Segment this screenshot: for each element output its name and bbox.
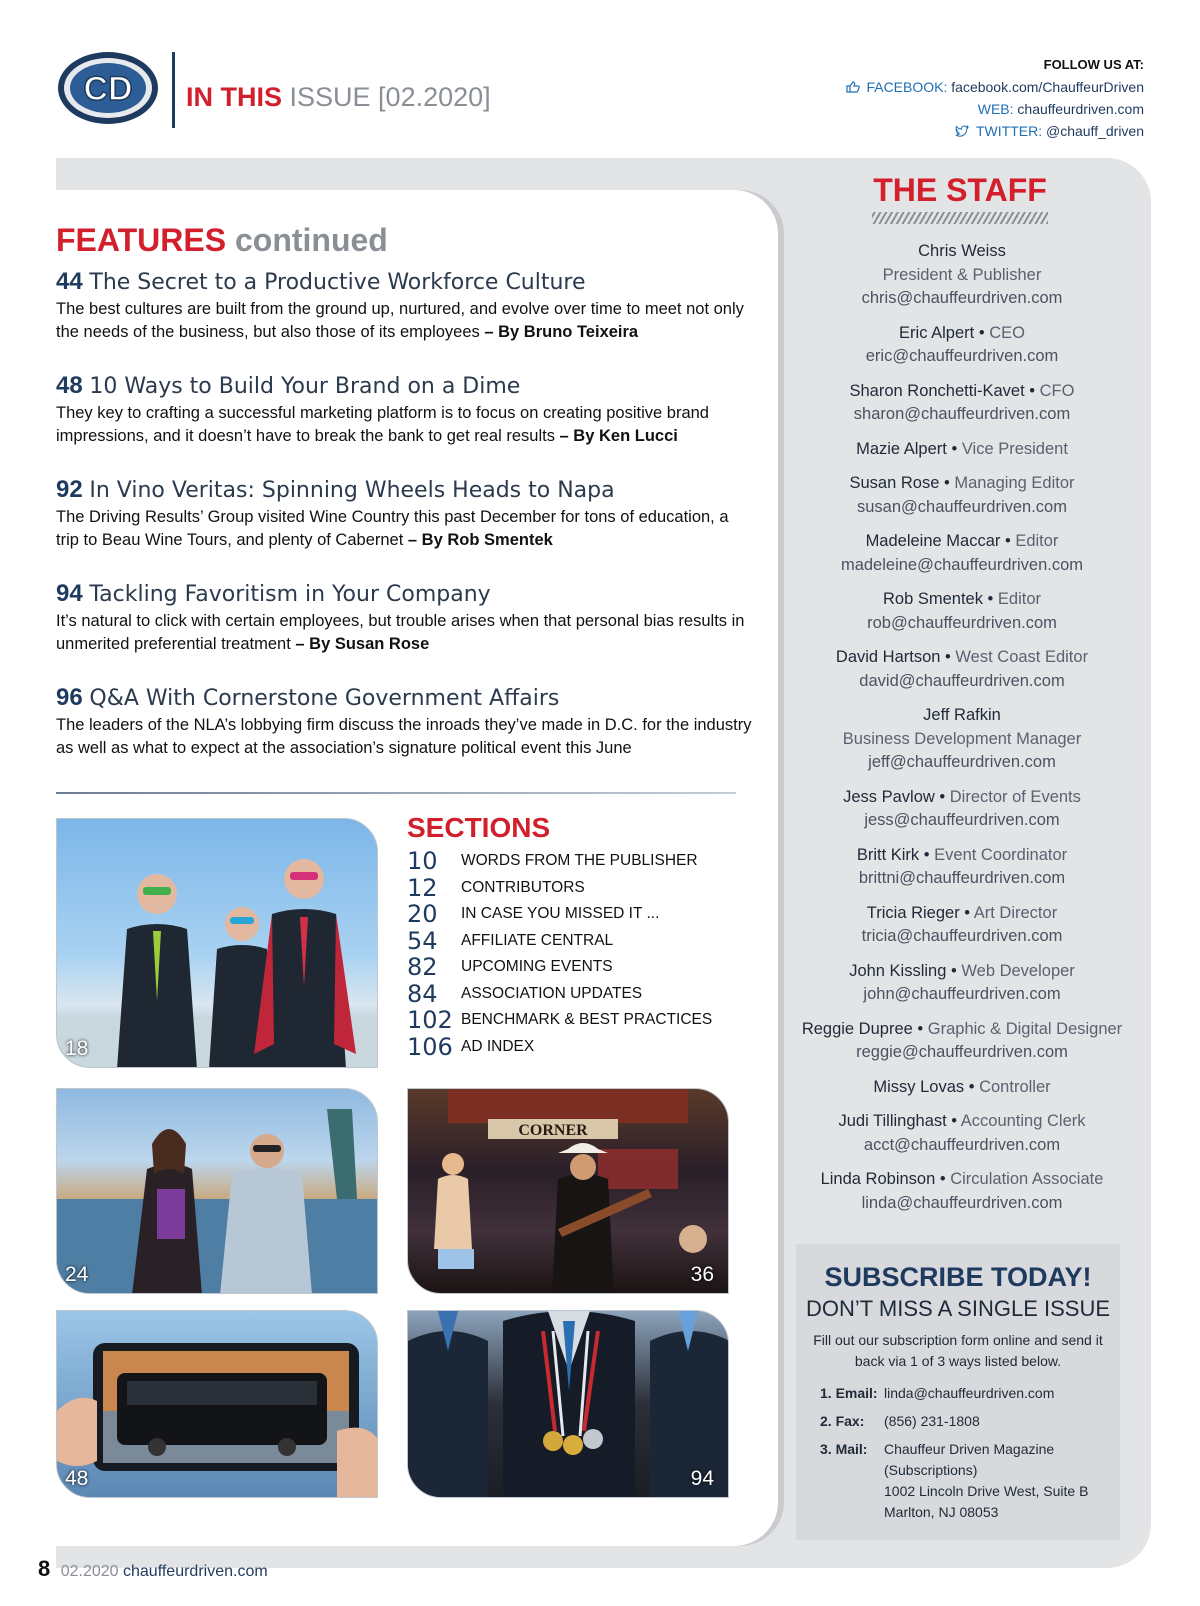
photo-page-number: 18 (65, 1037, 89, 1060)
subscribe-instructions: Fill out our subscription form online and send it back via 1 of 3 ways listed below. (813, 1332, 1103, 1369)
staff-member (792, 786, 1132, 833)
thumbs-up-icon (846, 81, 860, 93)
feature-byline: – By Bruno Teixeira (484, 323, 639, 341)
sections-list (407, 848, 712, 1060)
photo-medals-suits[interactable] (407, 1310, 729, 1498)
svg-text:CORNER: CORNER (518, 1122, 588, 1139)
bullet-separator: • (959, 903, 974, 922)
staff-name: Linda Robinson (820, 1170, 936, 1188)
staff-member (792, 1110, 1132, 1157)
napa-illustration (57, 1089, 378, 1294)
bullet-separator: • (939, 474, 955, 492)
superheroes-illustration (57, 819, 378, 1068)
feature-description: The best cultures are built from the ground up, nurtured, and evolve over time to meet not only the needs of the business, but also those of its employees (56, 300, 744, 341)
bullet-separator: • (946, 1112, 961, 1130)
staff-role: Event Coordinator (934, 845, 1068, 864)
section-item[interactable] (407, 1007, 712, 1034)
staff-name: Reggie Dupree (801, 1019, 913, 1038)
method-label: 3. Mail: (820, 1441, 868, 1457)
method-label: 1. Email: (820, 1385, 878, 1401)
staff-role: CFO (1039, 381, 1075, 400)
staff-role: CEO (989, 323, 1025, 342)
staff-member (792, 844, 1132, 891)
section-page-number: 20 (407, 900, 438, 929)
staff-member (792, 530, 1132, 577)
twitter-link[interactable]: @chauff_driven (1045, 123, 1144, 139)
staff-email[interactable]: david@chauffeurdriven.com (859, 671, 1065, 690)
subscribe-subheading: DON’T MISS A SINGLE ISSUE (805, 1296, 1110, 1321)
staff-email[interactable]: tricia@chauffeurdriven.com (861, 927, 1063, 945)
staff-name: David Hartson (835, 648, 941, 666)
staff-role: Editor (997, 590, 1042, 608)
subscribe-heading: SUBSCRIBE TODAY! (824, 1262, 1092, 1292)
staff-member (792, 1018, 1132, 1065)
feature-description: It’s natural to click with certain employees, but trouble arises when that personal bias results in unmerited preferential treatment (56, 612, 745, 653)
staff-name: Tricia Rieger (866, 903, 960, 922)
staff-email[interactable]: eric@chauffeurdriven.com (865, 347, 1059, 365)
cd-logo (56, 50, 160, 126)
bullet-separator: • (946, 961, 962, 980)
feature-page-number: 92 (56, 476, 83, 503)
web-line[interactable] (846, 98, 1144, 120)
staff-role: West Coast Editor (955, 648, 1089, 666)
staff-name: Eric Alpert (899, 323, 975, 342)
photo-page-number: 48 (65, 1467, 89, 1490)
section-page-number: 106 (407, 1032, 453, 1061)
staff-name: Rob Smentek (882, 590, 983, 608)
staff-name: Sharon Ronchetti-Kavet (849, 381, 1025, 400)
staff-name: Chris Weiss (918, 242, 1006, 260)
bus-phone-illustration (57, 1311, 378, 1498)
photo-page-number: 94 (690, 1467, 714, 1490)
page-number: 8 (38, 1556, 51, 1581)
feature-item[interactable] (56, 580, 756, 656)
footer-date: 02.2020 (60, 1563, 119, 1580)
features-heading-continued: continued (234, 222, 388, 258)
bullet-separator: • (1000, 532, 1016, 550)
section-label: AFFILIATE CENTRAL (461, 931, 614, 949)
section-item[interactable] (407, 848, 712, 875)
facebook-link[interactable]: facebook.com/ChauffeurDriven (951, 79, 1144, 95)
staff-member (792, 438, 1132, 462)
feature-byline: – By Susan Rose (295, 635, 430, 653)
section-divider (56, 792, 736, 794)
photo-phone-with-bus[interactable] (56, 1310, 378, 1498)
feature-title: In Vino Veritas: Spinning Wheels Heads to Napa (89, 478, 615, 503)
section-item[interactable] (407, 875, 712, 902)
page-footer (38, 1556, 268, 1582)
staff-role: Director of Events (949, 787, 1081, 806)
sections-heading: SECTIONS (407, 812, 551, 843)
staff-role: Art Director (973, 903, 1058, 922)
staff-role: Circulation Associate (950, 1170, 1104, 1188)
bullet-separator: • (934, 787, 950, 806)
staff-role: Web Developer (961, 961, 1075, 980)
staff-email[interactable]: reggie@chauffeurdriven.com (856, 1043, 1068, 1061)
feature-description: They key to crafting a successful marketing platform is to focus on creating positive brand impressions, and it doesn’t have to break the bank to get real results (56, 404, 709, 445)
address-line: 1002 Lincoln Drive West, Suite B (884, 1483, 1089, 1499)
title-gray: ISSUE [02.2020] (289, 82, 491, 112)
staff-name: Madeleine Maccar (865, 532, 1001, 550)
web-label: WEB: (977, 101, 1014, 117)
photo-page-number: 24 (65, 1263, 89, 1286)
section-item[interactable] (407, 1034, 712, 1061)
staff-member (792, 960, 1132, 1007)
feature-item[interactable] (56, 476, 756, 552)
staff-email[interactable]: acct@chauffeurdriven.com (863, 1135, 1061, 1154)
staff-heading-underline (872, 212, 1048, 224)
feature-page-number: 44 (56, 268, 83, 295)
features-heading (56, 222, 388, 259)
staff-role: Vice President (961, 439, 1068, 458)
section-item[interactable] (407, 901, 712, 928)
staff-name: Britt Kirk (856, 845, 920, 864)
staff-role: Controller (979, 1077, 1051, 1096)
svg-text:CD: CD (83, 70, 133, 108)
staff-name: Jeff Rafkin (923, 706, 1001, 724)
feature-title: 10 Ways to Build Your Brand on a Dime (89, 374, 521, 399)
email-value[interactable]: linda@chauffeurdriven.com (884, 1385, 1055, 1401)
subscribe-mail (820, 1439, 1110, 1523)
feature-description: The leaders of the NLA’s lobbying firm discuss the inroads they’ve made in D.C. for the industry as well as what to expect at the association’s signature political event this June (56, 716, 752, 757)
feature-item[interactable] (56, 268, 756, 344)
staff-member (792, 704, 1132, 775)
staff-name: Mazie Alpert (856, 439, 947, 458)
section-item[interactable] (407, 928, 712, 955)
subscribe-email[interactable] (820, 1383, 1110, 1404)
photo-page-number: 36 (690, 1263, 714, 1286)
section-page-number: 102 (407, 1006, 453, 1035)
twitter-line[interactable] (846, 120, 1144, 142)
page-title (186, 82, 491, 113)
section-label: AD INDEX (461, 1037, 535, 1055)
title-red: IN THIS (186, 82, 283, 112)
follow-us (846, 54, 1144, 142)
fax-value: (856) 231-1808 (884, 1413, 980, 1429)
medals-illustration (408, 1311, 729, 1498)
staff-role: Business Development Manager (842, 729, 1082, 748)
feature-page-number: 94 (56, 580, 83, 607)
staff-member (792, 1076, 1132, 1100)
staff-email[interactable]: linda@chauffeurdriven.com (861, 1193, 1063, 1212)
staff-member (792, 322, 1132, 369)
feature-description: The Driving Results’ Group visited Wine Country this past December for tons of education, a trip to Beau Wine Tours, and plenty of Cabernet (56, 508, 729, 549)
band-illustration (408, 1089, 729, 1294)
section-label: ASSOCIATION UPDATES (461, 984, 643, 1002)
staff-member (792, 646, 1132, 693)
section-label: BENCHMARK & BEST PRACTICES (461, 1011, 713, 1029)
twitter-bird-icon (955, 125, 969, 137)
header-divider (172, 52, 175, 128)
staff-email[interactable]: brittni@chauffeurdriven.com (858, 869, 1066, 887)
bullet-separator: • (974, 323, 990, 342)
section-label: IN CASE YOU MISSED IT ... (461, 905, 660, 923)
photo-band-on-stage[interactable] (407, 1088, 729, 1294)
staff-email[interactable]: john@chauffeurdriven.com (863, 985, 1061, 1003)
feature-title: Tackling Favoritism in Your Company (89, 582, 491, 607)
bullet-separator: • (912, 1019, 928, 1038)
feature-item[interactable] (56, 684, 756, 760)
feature-byline: – By Rob Smentek (407, 531, 553, 549)
facebook-line[interactable] (846, 76, 1144, 98)
staff-list (792, 240, 1132, 1226)
photo-napa-couple[interactable] (56, 1088, 378, 1294)
staff-email[interactable]: jeff@chauffeurdriven.com (868, 753, 1056, 771)
staff-member (792, 472, 1132, 519)
address-line: (Subscriptions) (884, 1462, 978, 1478)
staff-email[interactable]: madeleine@chauffeurdriven.com (840, 555, 1084, 574)
staff-heading: THE STAFF (873, 172, 1047, 208)
photo-superhero-team[interactable] (56, 818, 378, 1068)
feature-page-number: 48 (56, 372, 83, 399)
feature-title: Q&A With Cornerstone Government Affairs (89, 686, 560, 711)
bullet-separator: • (935, 1170, 951, 1188)
subscribe-methods (820, 1383, 1110, 1530)
twitter-label: TWITTER: (975, 123, 1043, 139)
follow-heading: FOLLOW US AT: (1043, 57, 1144, 72)
section-item[interactable] (407, 954, 712, 981)
address-line: Marlton, NJ 08053 (884, 1504, 999, 1520)
staff-member (792, 240, 1132, 311)
subscribe-fax (820, 1411, 1110, 1432)
section-page-number: 54 (407, 926, 438, 955)
bullet-separator: • (946, 439, 962, 458)
web-link[interactable]: chauffeurdriven.com (1017, 101, 1144, 117)
staff-role: President & Publisher (882, 265, 1042, 284)
bullet-separator: • (964, 1077, 980, 1096)
staff-name: Judi Tillinghast (838, 1112, 947, 1130)
section-label: UPCOMING EVENTS (461, 958, 613, 976)
section-page-number: 12 (407, 873, 438, 902)
bullet-separator: • (1024, 381, 1040, 400)
feature-item[interactable] (56, 372, 756, 448)
staff-member (792, 588, 1132, 635)
feature-title: The Secret to a Productive Workforce Culture (89, 270, 586, 295)
staff-email[interactable]: jess@chauffeurdriven.com (864, 811, 1060, 829)
staff-name: Missy Lovas (873, 1077, 965, 1096)
method-label: 2. Fax: (820, 1413, 865, 1429)
facebook-label: FACEBOOK: (866, 79, 948, 95)
mail-address (884, 1439, 1088, 1523)
address-line: Chauffeur Driven Magazine (884, 1441, 1055, 1457)
staff-email[interactable]: susan@chauffeurdriven.com (857, 497, 1067, 516)
bullet-separator: • (940, 648, 956, 666)
staff-email[interactable]: chris@chauffeurdriven.com (861, 289, 1063, 307)
bullet-separator: • (982, 590, 998, 608)
feature-byline: – By Ken Lucci (559, 427, 678, 445)
footer-site[interactable]: chauffeurdriven.com (123, 1563, 268, 1580)
staff-role: Accounting Clerk (960, 1112, 1086, 1130)
section-page-number: 10 (407, 847, 438, 876)
staff-role: Managing Editor (954, 474, 1075, 492)
section-label: CONTRIBUTORS (461, 878, 585, 896)
bullet-separator: • (919, 845, 935, 864)
staff-member (792, 1168, 1132, 1215)
feature-page-number: 96 (56, 684, 83, 711)
staff-name: John Kissling (849, 961, 947, 980)
staff-email[interactable]: sharon@chauffeurdriven.com (853, 405, 1071, 423)
section-page-number: 82 (407, 953, 438, 982)
staff-role: Graphic & Digital Designer (927, 1019, 1123, 1038)
staff-name: Jess Pavlow (843, 787, 935, 806)
section-item[interactable] (407, 981, 712, 1008)
staff-name: Susan Rose (849, 474, 940, 492)
features-heading-red: FEATURES (56, 222, 227, 258)
section-page-number: 84 (407, 979, 438, 1008)
section-label: WORDS FROM THE PUBLISHER (461, 852, 698, 870)
staff-role: Editor (1015, 532, 1059, 550)
staff-member (792, 380, 1132, 427)
staff-email[interactable]: rob@chauffeurdriven.com (867, 613, 1057, 632)
staff-member (792, 902, 1132, 949)
